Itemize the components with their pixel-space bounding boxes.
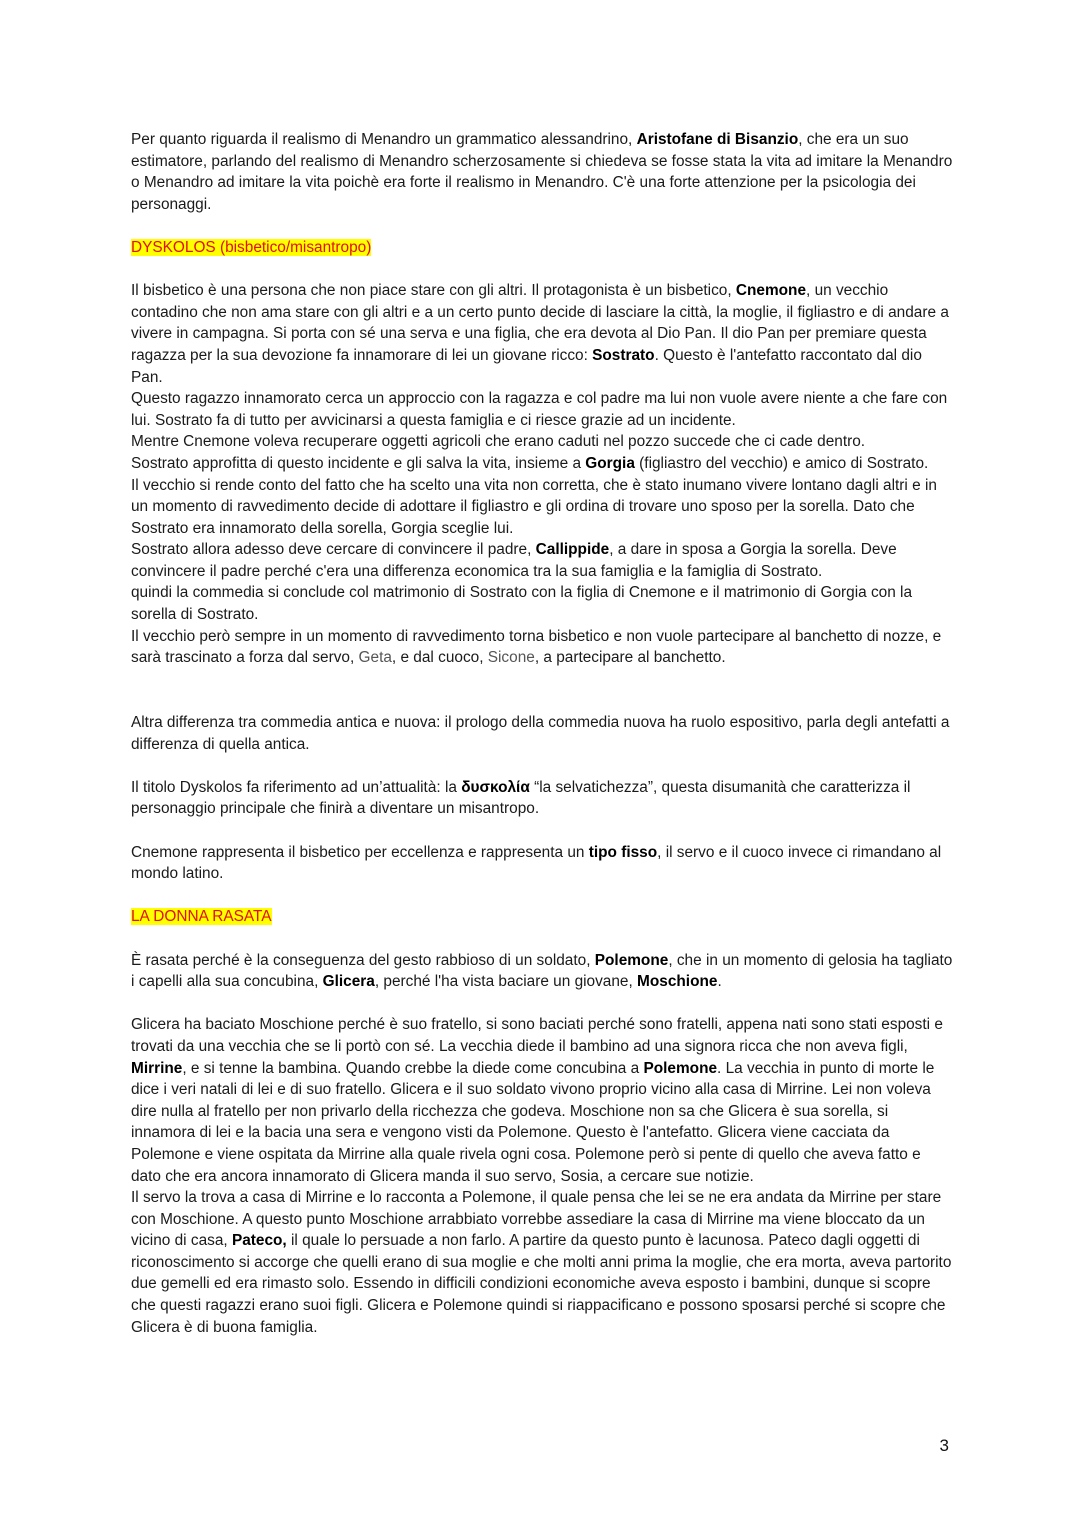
paragraph bbox=[131, 129, 953, 215]
bold-text: Moschione bbox=[637, 973, 718, 991]
bold-text: Gorgia bbox=[585, 454, 635, 472]
bold-text: Sostrato bbox=[592, 346, 655, 364]
bold-text: tipo fisso bbox=[588, 843, 658, 861]
text-run: , a partecipare al banchetto. bbox=[534, 649, 726, 667]
bold-text: Glicera bbox=[322, 973, 375, 991]
text-run: . Questo è l'antefatto raccontato dal dio Pan. bbox=[131, 346, 922, 386]
text-run: , a dare in sposa a Gorgia la sorella. Deve convincere il padre perché c'era una differenza economica tra la sua famiglia e la famiglia di Sostrato. bbox=[131, 541, 897, 580]
text-run: . La vecchia in punto di morte le dice i veri natali di lei e di suo fratello. Glicera e il suo soldato vivono proprio vicino alla casa di Mirrine. Lei non voleva dire nulla al fratello per non privarlo della ricchezza che godeva. Moschione non sa che Glicera è sua sorella, si innamora di lei e la bacia una sera e vengono visti da Polemone. Questo è l'antefatto. Glicera viene cacciata da Polemone e viene ospitata da Mirrine alla quale rivela ogni cosa. Polemone però si pente di quello che aveva fatto e dato che era ancora innamorato di Glicera manda il suo servo, Sosia, a cercare sue notizie. bbox=[131, 1059, 935, 1185]
bold-text: Pateco, bbox=[231, 1232, 287, 1250]
document-body bbox=[131, 129, 953, 1338]
text-run: Il servo la trova a casa di Mirrine e lo racconta a Polemone, il quale pensa che lei se ne era andata da Mirrine per stare con Moschione. A questo punto Moschione arrabbiato vorrebbe assediare la casa di Mirrine ma viene bloccato da un vicino di casa, bbox=[131, 1189, 942, 1250]
paragraph bbox=[131, 842, 953, 885]
bold-text: Aristofane di Bisanzio bbox=[636, 131, 799, 148]
paragraph bbox=[131, 431, 953, 453]
paragraph bbox=[131, 712, 953, 755]
text-run: Altra differenza tra commedia antica e nuova: il prologo della commedia nuova ha ruolo espositivo, parla degli antefatti a differenza di quella antica. bbox=[131, 714, 950, 753]
text-run: , che era un suo estimatore, parlando del realismo di Menandro scherzosamente si chiedeva se fosse stata la vita ad imitare la Menandro o Menandro ad imitare la vita poichè era forte il realismo in Menandro. C'è una forte attenzione per la psicologia dei personaggi. bbox=[131, 131, 953, 213]
text-run: (figliastro del vecchio) e amico di Sostrato. bbox=[634, 454, 929, 472]
text-run: Sostrato approfitta di questo incidente e gli salva la vita, insieme a bbox=[131, 454, 586, 472]
text-run: , e si tenne la bambina. Quando crebbe la diede come concubina a bbox=[182, 1059, 644, 1077]
section-heading bbox=[131, 906, 953, 928]
text-run: Il vecchio si rende conto del fatto che ha scelto una vita non corretta, che è stato inumano vivere lontano dagli altri e in un momento di ravvedimento decide di adottare il figliastro e gli ordina di trovare uno sposo per la sorella. Dato che Sostrato era innamorato della sorella, Gorgia sceglie lui. bbox=[131, 476, 937, 537]
text-run: , perché l'ha vista baciare un giovane, bbox=[374, 973, 638, 991]
paragraph bbox=[131, 582, 953, 625]
gray-text: Geta bbox=[358, 649, 392, 667]
bold-text: Mirrine bbox=[131, 1059, 183, 1077]
paragraph bbox=[131, 777, 953, 820]
bold-text: Callippide bbox=[535, 541, 610, 559]
paragraph bbox=[131, 950, 953, 993]
bold-text: Polemone bbox=[594, 951, 669, 969]
text-run: Per quanto riguarda il realismo di Menandro un grammatico alessandrino, bbox=[131, 131, 637, 148]
bold-text: Cnemone bbox=[735, 282, 807, 300]
text-run: il quale lo persuade a non farlo. A partire da questo punto è lacunosa. Pateco dagli oggetti di riconoscimento si accorge che quelli erano di sua moglie e che molti anni prima la moglie, che era morta, aveva partorito due gemelli ed era rimasto solo. Essendo in difficili condizioni economiche aveva esposto i bambini, dunque si scopre che questi ragazzi erano suoi figli. Glicera e Polemone quindi si riappacificano e possono sposarsi perché si scopre che Glicera è di buona famiglia. bbox=[131, 1232, 952, 1336]
highlighted-heading-text: LA DONNA RASATA bbox=[131, 908, 272, 926]
page-number: 3 bbox=[939, 1436, 949, 1455]
paragraph bbox=[131, 1014, 953, 1187]
text-run: . bbox=[717, 973, 722, 991]
text-run: Mentre Cnemone voleva recuperare oggetti agricoli che erano caduti nel pozzo succede che ci cade dentro. bbox=[131, 433, 866, 451]
text-run: , un vecchio contadino che non ama stare con gli altri e a un certo punto decide di lasciare la città, la moglie, il figliastro e di andare a vivere in campagna. Si porta con sé una serva e una figlia, che era devota al Dio Pan. Il dio Pan per premiare questa ragazza per la sua devozione fa innamorare di lei un giovane ricco: bbox=[131, 282, 949, 364]
text-run: È rasata perché è la conseguenza del gesto rabbioso di un soldato, bbox=[131, 951, 595, 969]
paragraph bbox=[131, 453, 953, 475]
text-run: Questo ragazzo innamorato cerca un approccio con la ragazza e col padre ma lui non vuole avere niente a che fare con lui. Sostrato fa di tutto per avvicinarsi a questa famiglia e ci riesce grazie ad un incidente. bbox=[131, 390, 948, 429]
text-run: quindi la commedia si conclude col matrimonio di Sostrato con la figlia di Cnemone e il matrimonio di Gorgia con la sorella di Sostrato. bbox=[131, 584, 913, 624]
text-run: Cnemone rappresenta il bisbetico per eccellenza e rappresenta un bbox=[131, 843, 589, 861]
text-run: Sostrato allora adesso deve cercare di convincere il padre, bbox=[131, 541, 536, 559]
text-run: , che in un momento di gelosia ha tagliato i capelli alla sua concubina, bbox=[131, 951, 953, 991]
highlighted-heading-text: DYSKOLOS (bisbetico/misantropo) bbox=[131, 238, 372, 256]
section-heading bbox=[131, 237, 953, 259]
text-run: , e dal cuoco, bbox=[391, 649, 488, 667]
text-run: Glicera ha baciato Moschione perché è suo fratello, si sono baciati perché sono fratelli, appena nati sono stati esposti e trovati da una vecchia che se li portò con sé. La vecchia diede il bambino ad una signora ricca che non aveva figli, bbox=[131, 1016, 943, 1055]
bold-text: Polemone bbox=[643, 1059, 718, 1077]
paragraph bbox=[131, 1187, 953, 1338]
paragraph bbox=[131, 539, 953, 582]
bold-text: δυσκολία bbox=[461, 778, 530, 796]
text-run: Il titolo Dyskolos fa riferimento ad un’attualità: la bbox=[131, 778, 462, 796]
paragraph bbox=[131, 475, 953, 540]
paragraph bbox=[131, 280, 953, 388]
gray-text: Sicone bbox=[487, 649, 535, 667]
text-run: Il vecchio però sempre in un momento di ravvedimento torna bisbetico e non vuole partecipare al banchetto di nozze, e sarà trascinato a forza dal servo, bbox=[131, 627, 942, 667]
text-run: “la selvatichezza”, questa disumanità che caratterizza il personaggio principale che finirà a diventare un misantropo. bbox=[131, 778, 911, 818]
paragraph bbox=[131, 626, 953, 669]
text-run: Il bisbetico è una persona che non piace stare con gli altri. Il protagonista è un bisbetico, bbox=[131, 282, 736, 300]
text-run: , il servo e il cuoco invece ci rimandano al mondo latino. bbox=[131, 843, 942, 883]
paragraph bbox=[131, 388, 953, 431]
